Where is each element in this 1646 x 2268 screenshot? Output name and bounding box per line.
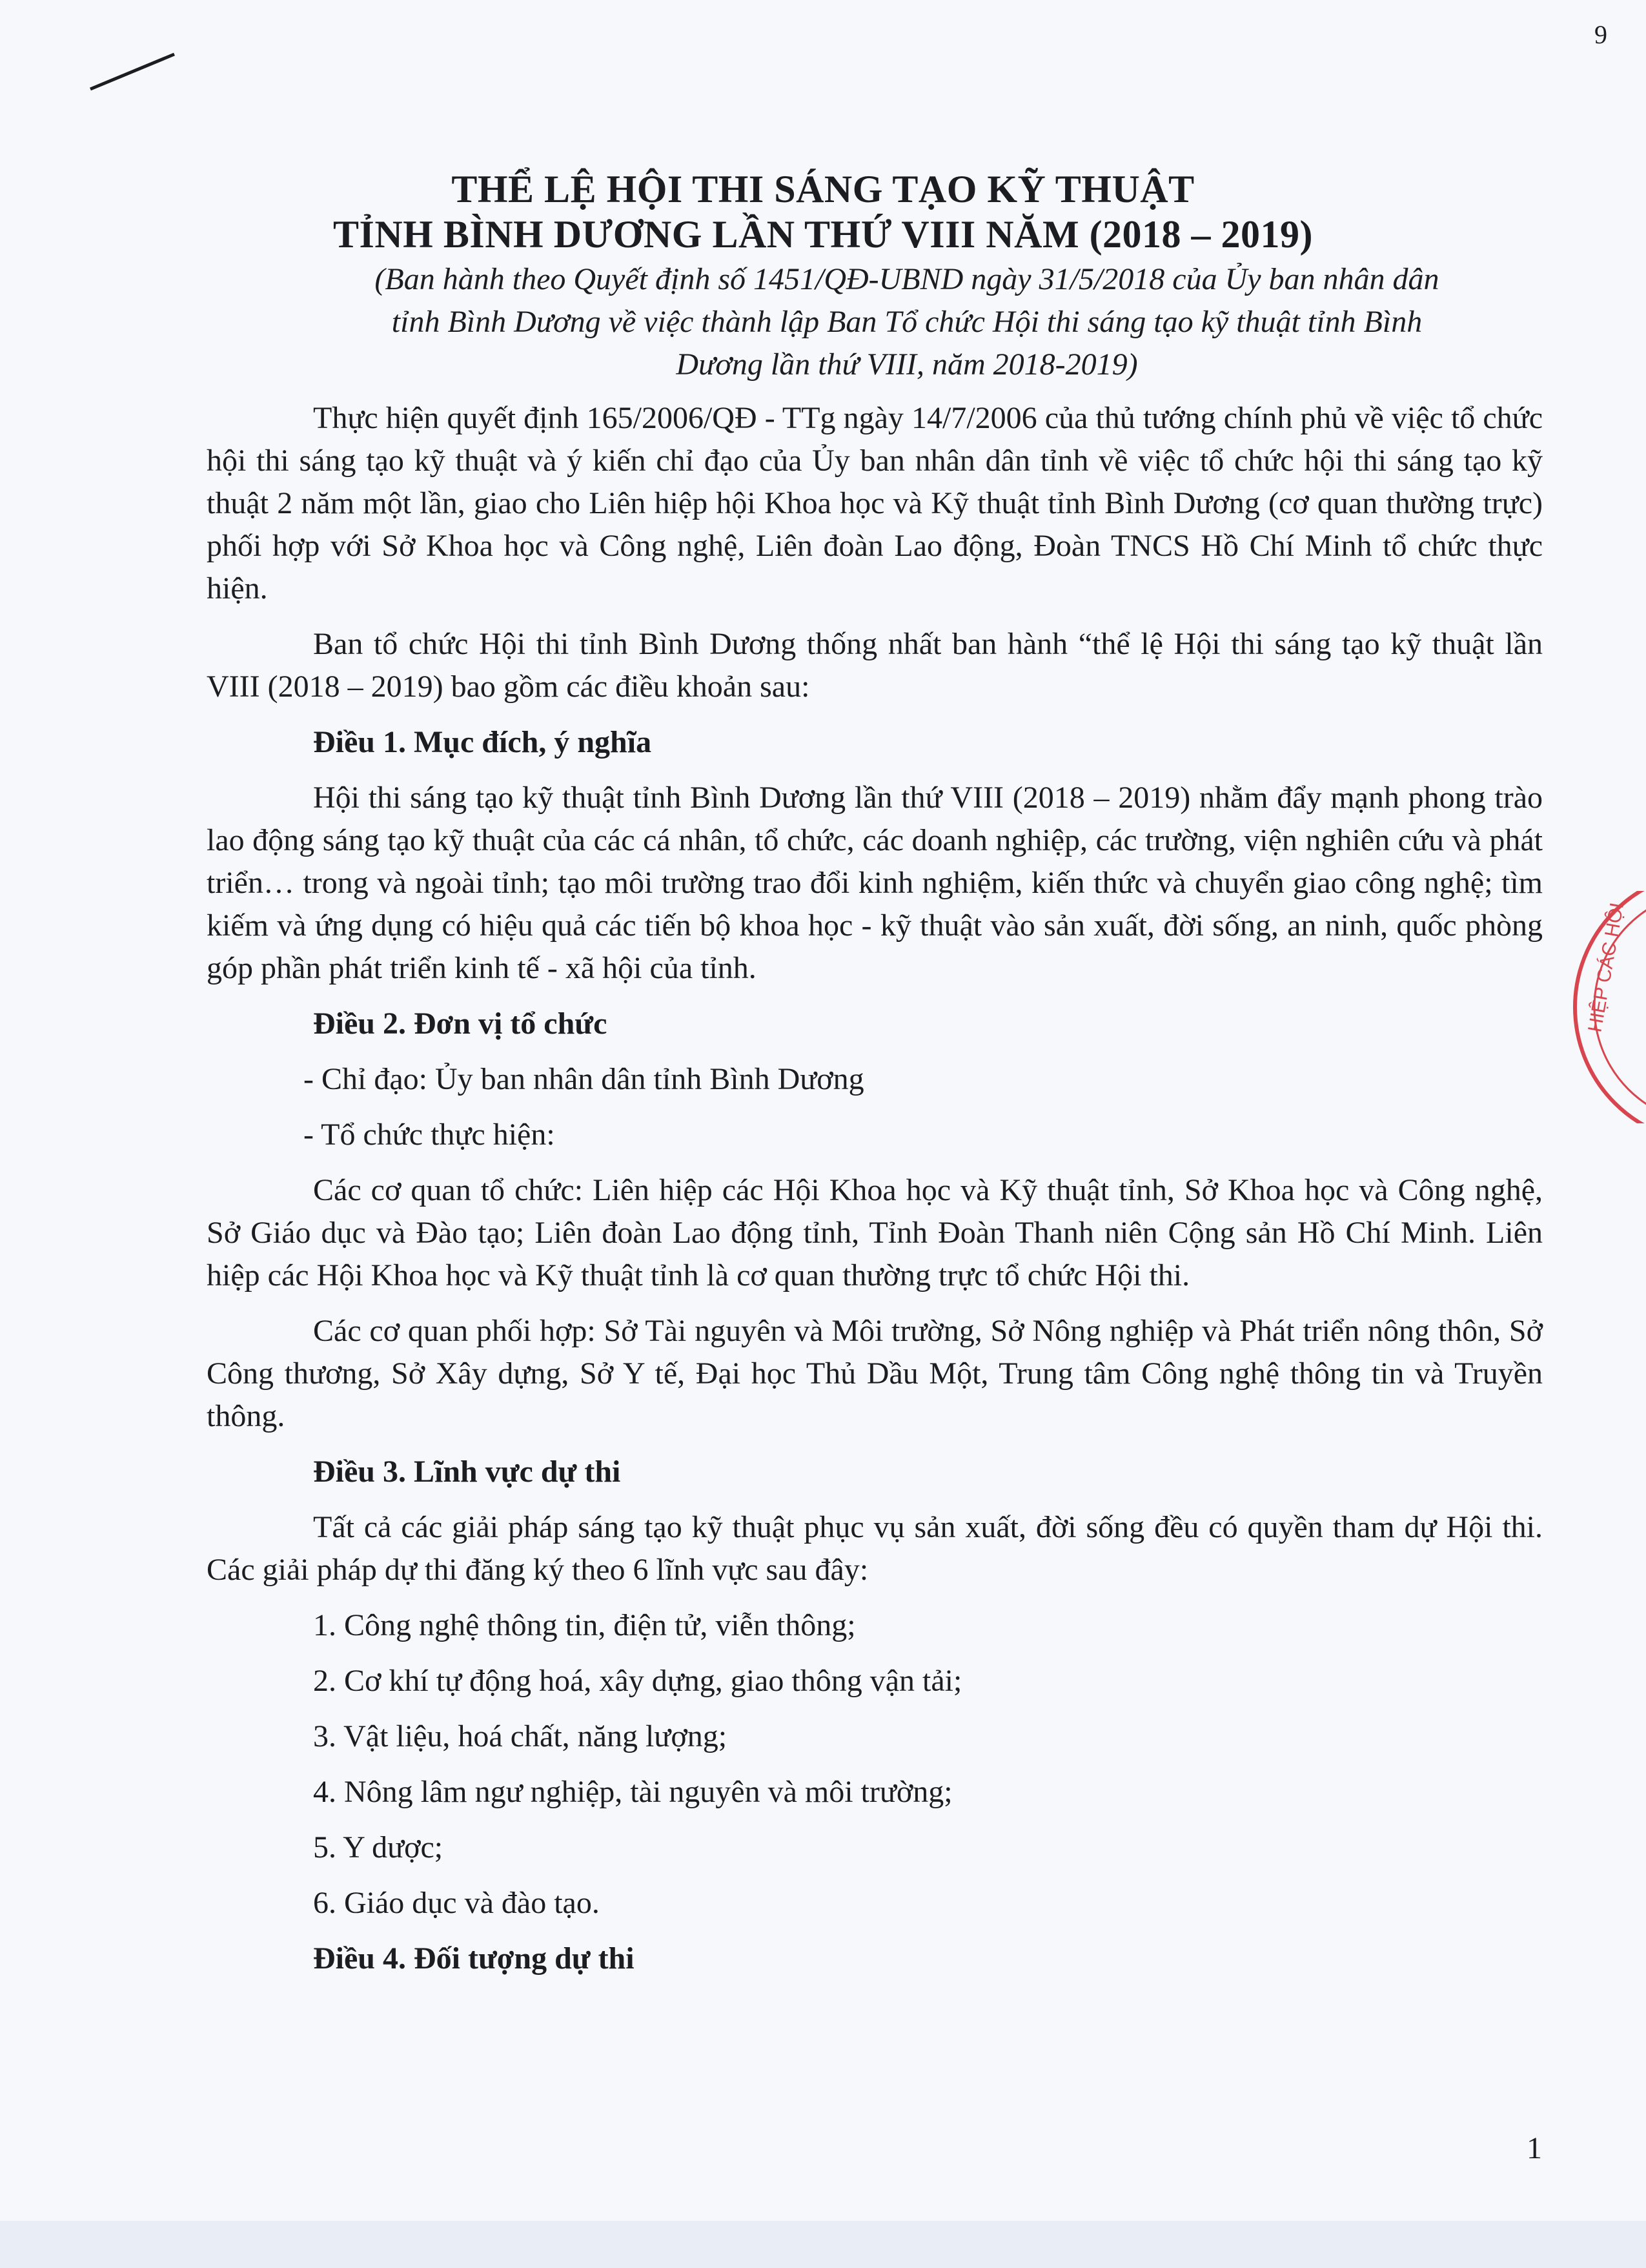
document-subtitle [271,258,1543,386]
field-item: 1. Công nghệ thông tin, điện tử, viễn thông; [313,1608,856,1642]
article-3-heading: Điều 3. Lĩnh vực dự thi [313,1455,621,1489]
article-1-heading: Điều 1. Mục đích, ý nghĩa [313,725,652,759]
intro-paragraph-2: Ban tổ chức Hội thi tỉnh Bình Dương thống nhất ban hành “thể lệ Hội thi sáng tạo kỹ thuật lần VIII (2018 – 2019) bao gồm các điều khoản sau: [207,627,1543,704]
article-4-heading: Điều 4. Đối tượng dự thi [313,1941,635,1976]
field-item: 6. Giáo dục và đào tạo. [313,1886,600,1920]
scan-bottom-edge [0,2221,1646,2268]
title-line-2: TỈNH BÌNH DƯƠNG LẦN THỨ VIII NĂM (2018 – 2019) [332,213,1314,256]
intro-paragraph-1: Thực hiện quyết định 165/2006/QĐ - TTg ngày 14/7/2006 của thủ tướng chính phủ về việc tổ chức hội thi sáng tạo kỹ thuật và ý kiến chỉ đạo của Ủy ban nhân dân tỉnh về việc tổ chức hội thi sáng tạo kỹ thuật 2 năm một lần, giao cho Liên hiệp hội Khoa học và Kỹ thuật tỉnh Bình Dương (cơ quan thường trực) phối hợp với Sở Khoa học và Công nghệ, Liên đoàn Lao động, Đoàn TNCS Hồ Chí Minh tổ chức thực hiện. [207,401,1543,606]
article-1-text: Hội thi sáng tạo kỹ thuật tỉnh Bình Dương lần thứ VIII (2018 – 2019) nhằm đẩy mạnh phong trào lao động sáng tạo kỹ thuật của các cá nhân, tổ chức, các doanh nghiệp, các trường, viện nghiên cứu và phát triển… trong và ngoài tỉnh; tạo môi trường trao đổi kinh nghiệm, kiến thức và chuyển giao công nghệ; tìm kiếm và ứng dụng có hiệu quả các tiến bộ khoa học - kỹ thuật vào sản xuất, đời sống, an ninh, quốc phòng góp phần phát triển kinh tế - xã hội của tỉnh. [207,781,1543,985]
subtitle-line-1: (Ban hành theo Quyết định số 1451/QĐ-UBND ngày 31/5/2018 của Ủy ban nhân dân [374,262,1439,296]
field-item: 3. Vật liệu, hoá chất, năng lượng; [313,1719,727,1753]
document-body [207,397,1543,1993]
document-title [0,167,1646,257]
field-item: 2. Cơ khí tự động hoá, xây dựng, giao thông vận tải; [313,1664,962,1698]
article-2-heading: Điều 2. Đơn vị tổ chức [313,1006,607,1041]
field-item: 4. Nông lâm ngư nghiệp, tài nguyên và môi trường; [313,1775,953,1809]
page-number: 1 [1527,2131,1542,2165]
subtitle-line-3: Dương lần thứ VIII, năm 2018-2019) [676,347,1138,382]
corner-mark: 9 [1594,20,1607,49]
field-item: 5. Y dược; [313,1830,443,1864]
article-2-partners: Các cơ quan phối hợp: Sở Tài nguyên và Môi trường, Sở Nông nghiệp và Phát triển nông thôn, Sở Công thương, Sở Xây dựng, Sở Y tế, Đại học Thủ Dầu Một, Trung tâm Công nghệ thông tin và Truyền thông. [207,1314,1543,1433]
article-2-item-2: - Tổ chức thực hiện: [303,1118,555,1152]
subtitle-line-2: tỉnh Bình Dương về việc thành lập Ban Tổ chức Hội thi sáng tạo kỹ thuật tỉnh Bình [391,305,1423,339]
official-stamp [1562,891,1646,1123]
article-2-organizers: Các cơ quan tổ chức: Liên hiệp các Hội Khoa học và Kỹ thuật tỉnh, Sở Khoa học và Công nghệ, Sở Giáo dục và Đào tạo; Liên đoàn Lao động tỉnh, Tỉnh Đoàn Thanh niên Cộng sản Hồ Chí Minh. Liên hiệp các Hội Khoa học và Kỹ thuật tỉnh là cơ quan thường trực tổ chức Hội thi. [207,1173,1543,1292]
article-2-item-1: - Chỉ đạo: Ủy ban nhân dân tỉnh Bình Dương [303,1062,864,1096]
pen-stroke-mark [84,45,181,97]
article-3-text: Tất cả các giải pháp sáng tạo kỹ thuật phục vụ sản xuất, đời sống đều có quyền tham dự Hội thi. Các giải pháp dự thi đăng ký theo 6 lĩnh vực sau đây: [207,1510,1543,1587]
title-line-1: THỂ LỆ HỘI THI SÁNG TẠO KỸ THUẬT [451,168,1195,210]
svg-text:HIỆP CÁC HỘI: HIỆP CÁC HỘI [1584,901,1629,1034]
